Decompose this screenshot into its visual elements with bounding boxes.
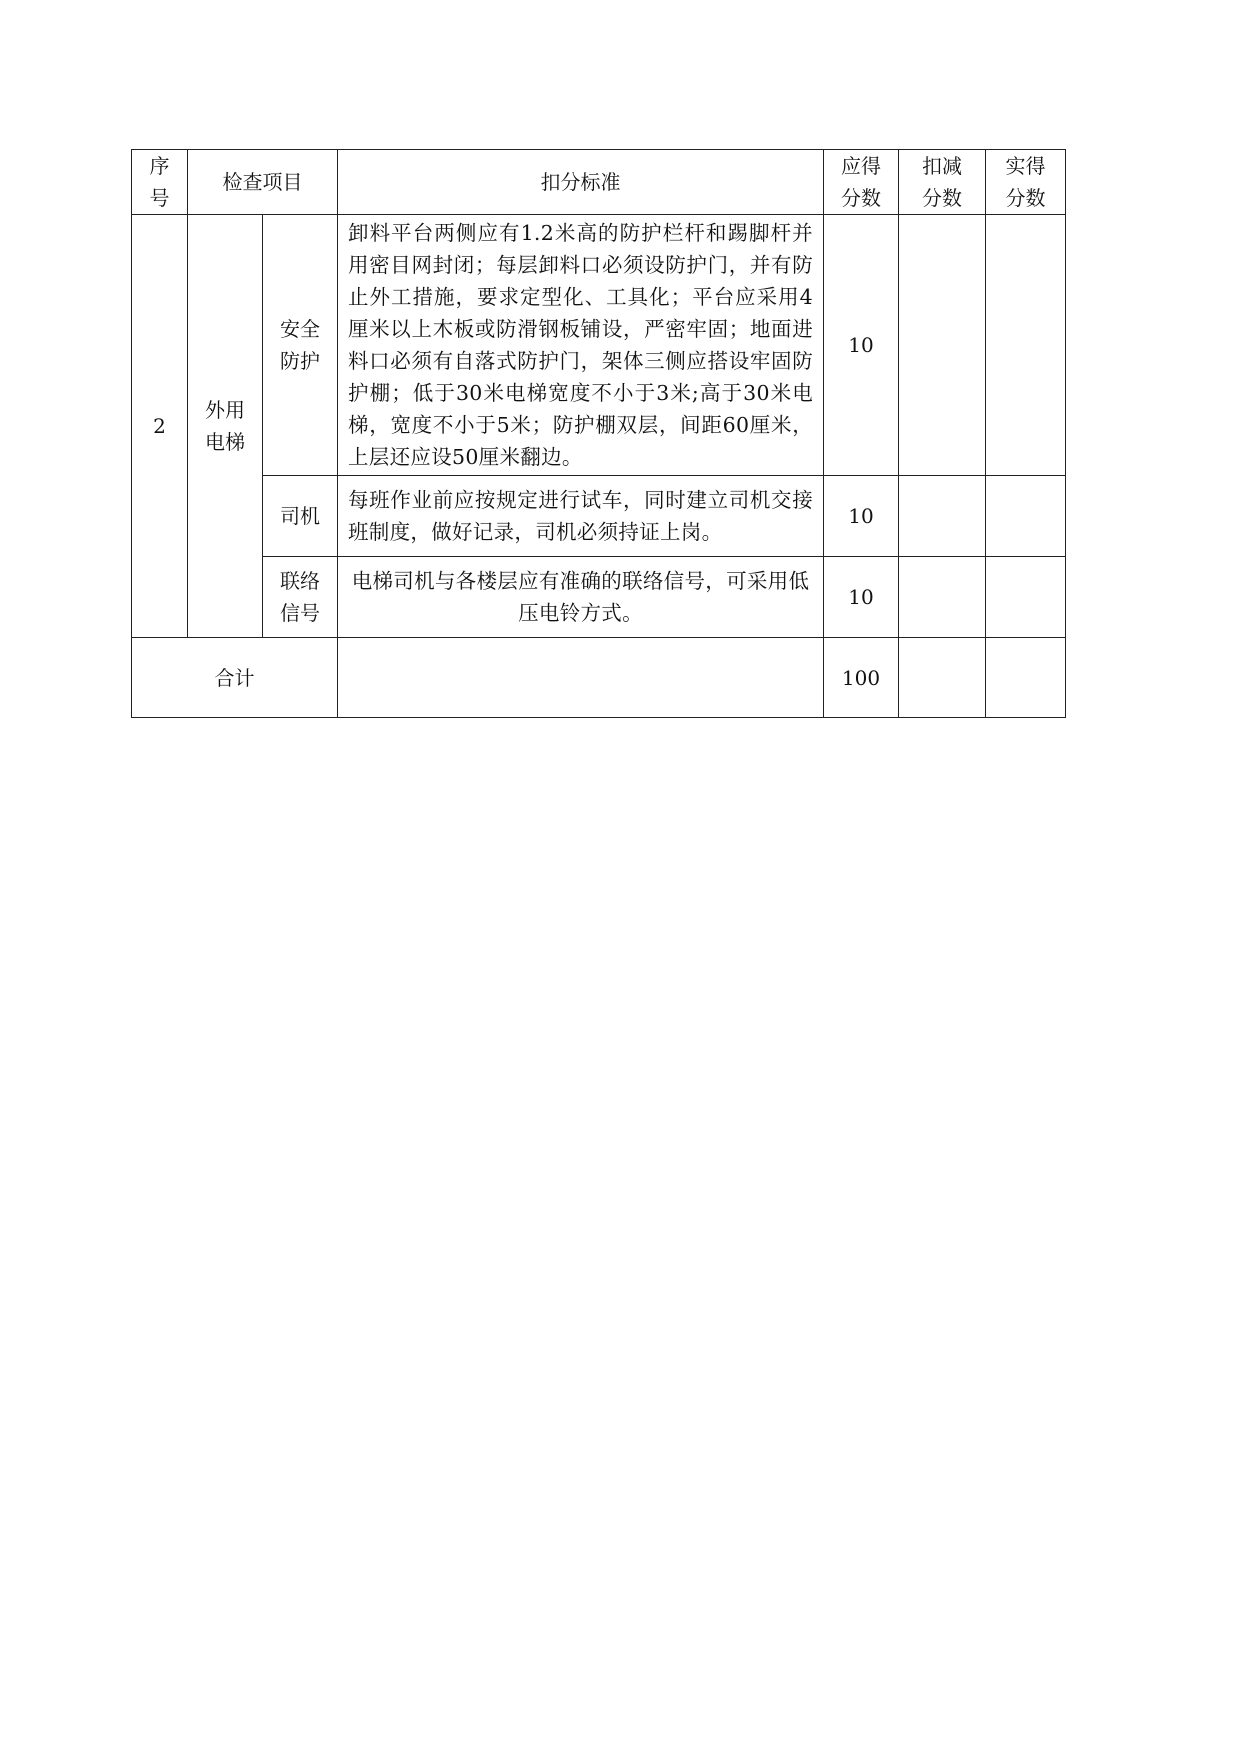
total-deduction-cell[interactable]: [899, 638, 986, 718]
standard-text: 每班作业前应按规定进行试车，同时建立司机交接班制度，做好记录，司机必须持证上岗。: [348, 488, 813, 544]
total-full-score-cell: [824, 638, 899, 718]
total-standard-cell: [338, 638, 824, 718]
table-row: [132, 557, 1066, 638]
total-label: 合计: [214, 665, 255, 690]
deduction-cell[interactable]: [899, 557, 986, 638]
header-full-score: [824, 150, 899, 215]
header-seq: [132, 150, 188, 215]
standard-cell: [338, 476, 824, 557]
full-score-cell: [824, 215, 899, 476]
sub-item-cell: [263, 215, 338, 476]
category-value: 外用电梯: [205, 398, 245, 454]
sub-item-cell: [263, 476, 338, 557]
standard-cell: [338, 557, 824, 638]
total-actual-cell[interactable]: [986, 638, 1066, 718]
sub-item-value: 安全防护: [280, 317, 320, 373]
sub-item-cell: [263, 557, 338, 638]
full-score-value: 10: [848, 585, 874, 609]
full-score-cell: [824, 557, 899, 638]
seq-value: 2: [153, 414, 166, 438]
category-cell: [188, 215, 263, 638]
total-row: [132, 638, 1066, 718]
deduction-cell[interactable]: [899, 215, 986, 476]
full-score-cell: [824, 476, 899, 557]
header-standard-text: 扣分标准: [540, 170, 621, 194]
header-item-text: 检查项目: [222, 170, 303, 194]
total-label-cell: [132, 638, 338, 718]
inspection-sheet: [131, 149, 1065, 718]
inspection-table: [131, 149, 1066, 718]
actual-score-cell[interactable]: [986, 476, 1066, 557]
sub-item-value: 司机: [280, 504, 320, 528]
standard-cell: [338, 215, 824, 476]
standard-text: 电梯司机与各楼层应有准确的联络信号，可采用低压电铃方式。: [351, 569, 810, 625]
table-row: [132, 215, 1066, 476]
header-deduction-text: 扣减分数: [922, 154, 962, 210]
full-score-value: 10: [848, 333, 874, 357]
header-seq-text: 序号: [149, 154, 170, 210]
full-score-value: 10: [848, 504, 874, 528]
actual-score-cell[interactable]: [986, 215, 1066, 476]
header-actual: [986, 150, 1066, 215]
sub-item-value: 联络信号: [280, 569, 320, 625]
header-standard: [338, 150, 824, 215]
header-full-score-text: 应得分数: [841, 154, 881, 210]
header-actual-text: 实得分数: [1005, 154, 1046, 210]
table-row: [132, 476, 1066, 557]
deduction-cell[interactable]: [899, 476, 986, 557]
header-deduction: [899, 150, 986, 215]
seq-cell: [132, 215, 188, 638]
actual-score-cell[interactable]: [986, 557, 1066, 638]
header-item: [188, 150, 338, 215]
standard-text: 卸料平台两侧应有1.2米高的防护栏杆和踢脚杆并用密目网封闭；每层卸料口必须设防护门，并有防止外工措施，要求定型化、工具化；平台应采用4厘米以上木板或防滑钢板铺设，严密牢固；地面进料口必须有自落式防护门，架体三侧应搭设牢固防护棚；低于30米电梯宽度不小于3米;高于30米电梯，宽度不小于5米；防护棚双层，间距60厘米，上层还应设50厘米翻边。: [348, 221, 813, 469]
total-full-score-value: 100: [841, 665, 881, 690]
header-row: [132, 150, 1066, 215]
